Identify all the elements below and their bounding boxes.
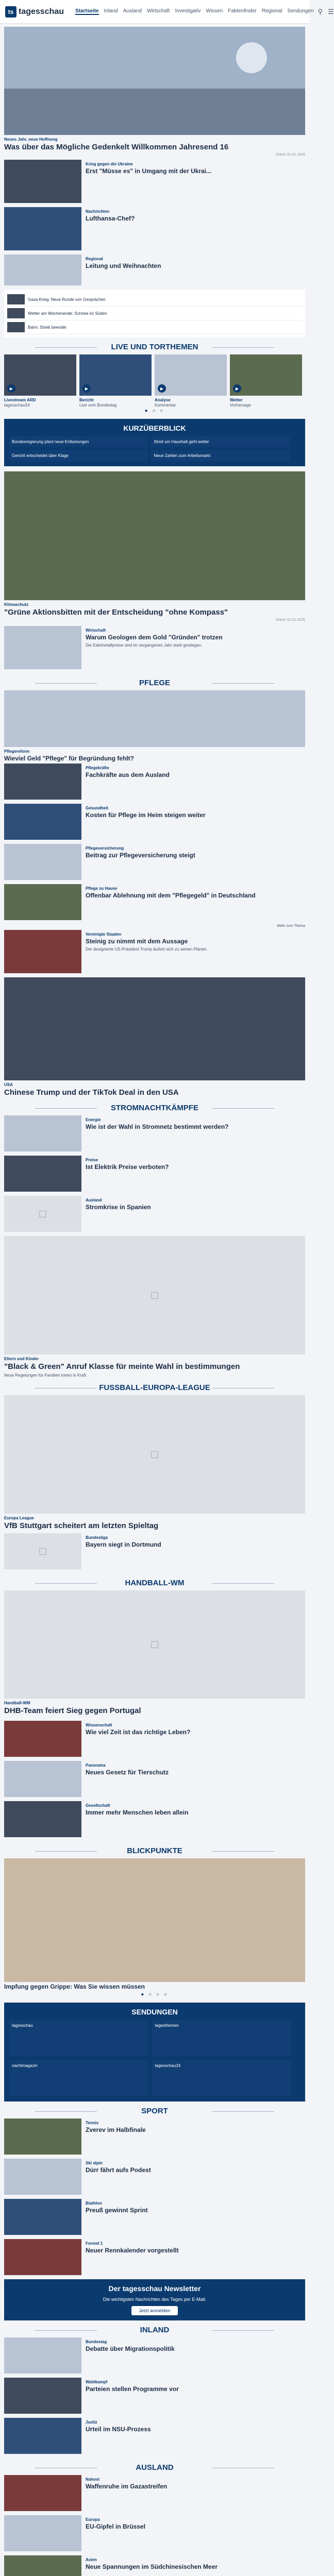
- menu-icon[interactable]: ☰: [328, 7, 334, 15]
- show-tile[interactable]: nachtmagazin: [9, 2060, 148, 2096]
- carousel-dots[interactable]: ● ○ ○ ○: [141, 1992, 169, 1997]
- video-card[interactable]: ▶ Livestream ARD tagesschau24: [4, 354, 76, 408]
- teaser-row[interactable]: Vereinigte Staaten Steinig zu nimmt mit dem Aussage Der designierte US-Präsident Trump äußert sich zu seinen Plänen.: [4, 930, 305, 973]
- search-icon[interactable]: ⚲: [318, 7, 323, 15]
- video-thumb[interactable]: [79, 354, 152, 396]
- nav-item-ausland[interactable]: Ausland: [123, 8, 142, 14]
- feature-image[interactable]: [4, 471, 305, 600]
- sport-section-title: SPORT: [4, 2102, 305, 2119]
- video-card[interactable]: ▶ Bericht Live vom Bundestag: [79, 354, 152, 408]
- hero-illustration: [4, 27, 305, 135]
- hero-kicker: Neues Jahr, neue Hoffnung: [4, 137, 58, 142]
- blickpunkte-image[interactable]: [4, 1858, 305, 1982]
- teaser-row[interactable]: Panorama Neues Gesetz für Tierschutz: [4, 1761, 305, 1797]
- overview-box: [4, 419, 305, 466]
- image-placeholder[interactable]: □: [4, 1236, 305, 1354]
- teaser-row[interactable]: Gesellschaft Immer mehr Menschen leben allein: [4, 1801, 305, 1837]
- usa-image[interactable]: [4, 977, 305, 1080]
- teaser-image[interactable]: [4, 255, 81, 285]
- top-icons: [318, 8, 334, 16]
- show-tile[interactable]: tagesschau24: [152, 2060, 291, 2096]
- nav-item-startseite[interactable]: Startseite: [75, 8, 99, 14]
- logo-badge: ts: [5, 6, 16, 18]
- teaser-image[interactable]: [4, 626, 81, 669]
- overview-item[interactable]: Streit um Haushalt geht weiter: [151, 436, 290, 447]
- inland-section-title: INLAND: [4, 2320, 305, 2337]
- handball-section-title: HANDBALL-WM: [4, 1573, 305, 1590]
- teaser-row[interactable]: Wissenschaft Wie viel Zeit ist das richtige Leben?: [4, 1721, 305, 1757]
- video-thumb[interactable]: [4, 354, 76, 396]
- image-placeholder[interactable]: □: [4, 1590, 305, 1699]
- teaser-row[interactable]: Preise Ist Elektrik Preise verboten?: [4, 1156, 305, 1192]
- teaser-headline[interactable]: Leitung und Weihnachten: [86, 262, 161, 269]
- nav-item-wirtschaft[interactable]: Wirtschaft: [147, 8, 170, 14]
- video-card[interactable]: ▶ Wetter Vorhersage: [230, 354, 302, 408]
- main-nav: [75, 8, 314, 15]
- newsletter-box: Der tagesschau Newsletter Die wichtigsten Nachrichten des Tages per E-Mail. Jetzt anmelden: [4, 2279, 305, 2320]
- live-section-title: LIVE UND TORTHEMEN: [4, 337, 305, 354]
- play-icon[interactable]: ▶: [7, 384, 15, 393]
- teaser-row[interactable]: Nahost Waffenruhe im Gazastreifen: [4, 2475, 305, 2511]
- carousel-dots[interactable]: ● ○ ○: [144, 408, 165, 414]
- show-tile[interactable]: tagesschau: [9, 2020, 148, 2056]
- teaser-row[interactable]: Pflegekräfte Fachkräfte aus dem Ausland: [4, 764, 305, 800]
- image-placeholder[interactable]: □: [4, 1395, 305, 1514]
- strom-section-title: STROMNACHTKÄMPFE: [4, 1098, 305, 1115]
- logo-text: tagesschau: [19, 7, 64, 16]
- teaser-row[interactable]: Europa EU-Gipfel in Brüssel: [4, 2515, 305, 2551]
- teaser-kicker: Krieg gegen die Ukraine: [86, 162, 133, 166]
- teaser-headline[interactable]: Lufthansa-Chef?: [86, 215, 135, 222]
- hero-meta: Stand: 01.01.2025: [275, 153, 305, 157]
- teaser-row[interactable]: Asien Neue Spannungen im Südchinesischen Meer: [4, 2555, 305, 2576]
- nav-item-sendungen[interactable]: Sendungen: [287, 8, 314, 14]
- teaser-row[interactable]: Energie Wie ist der Wahl in Stromnetz bestimmt werden?: [4, 1115, 305, 1151]
- video-card[interactable]: ▶ Analyse Kommentar: [155, 354, 227, 408]
- teaser-row[interactable]: Wahlkampf Parteien stellen Programme vor: [4, 2378, 305, 2414]
- teaser-row[interactable]: Wirtschaft Warum Geologen dem Gold "Gründen" trotzen Die Edelmetallpreise sind im vergangenen Jahr stark gestiegen.: [4, 626, 305, 669]
- logo[interactable]: [5, 6, 64, 18]
- main-content: Neues Jahr, neue Hoffnung Was über das Mögliche Gedenkelt Willkommen Jahresend 16 Stand: 01.01.2025 Krieg gegen die Ukraine Erst "Müsse es" in Umgang mit der Ukrai... Nachrichten Lufthansa-Chef? Regional Leitung und Weihnachten Gaza-Krieg: Neue Runde von Gesprächen Wetter am Wochenende: Schnee im Süden Bahn: Streik beendet LIVE UND TORTHEMEN ▶ Livestream ARD tagesschau24 ▶ Bericht Live vom Bundestag ▶ Analyse Kommentar ▶ Wetter Vorhersage ● ○ ○ KURZÜBERBLICK Bundesregierung plant neue Entlastungen Streit um Haushalt geht weiter Gericht entscheidet über Klage Neue Zahlen zum Arbeitsmarkt Klimaschutz "Grüne Aktionsbitten mit der Entscheidung "ohne Kompass" Stand: 01.01.2025 Wirtschaft Warum Geologen dem Gold "Gründen" trotzen Die Edelmetallpreise sind im vergangenen Jahr stark gestiegen. PFLEGE Pflegereform Wieviel Geld "Pflege" für Begründung fehlt? Pflegekräfte Fachkräfte aus dem Ausland Gesundheit Kosten für Pflege im Heim steigen weiter Pflegeversicherung Beitrag zur Pflegeversicherung steigt Pflege zu Hause Offenbar Ablehnung mit dem "Pflegegeld" in Deutschland Mehr zum Thema Vereinigte Staaten Steinig zu nimmt mit dem Aussage Der designierte US-Präsident Trump äußert sich zu seinen Plänen. USA Chinese Trump und der TikTok Deal in den USA STROMNACHTKÄMPFE Energie Wie ist der Wahl in Stromnetz bestimmt werden? Preise Ist Elektrik Preise verboten? □ Ausland Stromkrise in Spanien □ Eltern und Kinder "Black & Green" Anruf Klasse für meinte Wahl in bestimmungen Neue Regelungen für Familien treten in Kraft. FUSSBALL-EUROPA-LEAGUE □ Europa League VfB Stuttgart scheitert am letzten Spieltag □ Bundesliga Bayern siegt in Dortmund HANDBALL-WM □ Handball-WM DHB-Team feiert Sieg gegen Portugal Wissenschaft Wie viel Zeit ist das richtige Leben? Panorama Neues Gesetz für Tierschutz Gesellschaft Immer mehr Menschen leben allein BLICKPUNKTE Impfung gegen Grippe: Was Sie wissen müssen ● ○ ○ ○ SENDUNGEN tagesschau tagesthemen nachtmagazin tagesschau24 SPORT Tennis Zverev im Halbfinale Ski alpin Dürr fährt aufs Podest Biathlon Preuß gewinnt Sprint Formel 1 Neuer Rennkalender vorgestellt Der tagesschau Newsletter Die wichtigsten Nachrichten des Tages per E-Mail. Jetzt anmelden INLAND Bundestag Debatte über Migrationspolitik Wahlkampf Parteien stellen Programme vor Justiz Urteil im NSU-Prozess AUSLAND Nahost Waffenruhe im Gazastreifen Europa EU-Gipfel in Brüssel Asien Neue Spannungen im Südchinesischen Meer: [0, 24, 309, 2576]
- list-item[interactable]: Gaza-Krieg: Neue Runde von Gesprächen: [7, 293, 302, 307]
- top-bar: [0, 0, 334, 24]
- teaser-row[interactable]: [4, 160, 305, 203]
- teaser-row[interactable]: [4, 207, 305, 250]
- teaser-kicker: Nachrichten: [86, 209, 110, 214]
- pflege-section-title: PFLEGE: [4, 673, 305, 690]
- live-carousel: [4, 354, 305, 408]
- nav-item-faktenfinder[interactable]: Faktenfinder: [228, 8, 257, 14]
- hero-headline[interactable]: Was über das Mögliche Gedenkelt Willkommen Jahresend 16: [4, 143, 229, 151]
- feature-headline[interactable]: "Grüne Aktionsbitten mit der Entscheidung "ohne Kompass": [4, 608, 228, 617]
- teaser-kicker: Regional: [86, 257, 103, 261]
- teaser-row[interactable]: □ Ausland Stromkrise in Spanien: [4, 1196, 305, 1232]
- teaser-row[interactable]: Formel 1 Neuer Rennkalender vorgestellt: [4, 2239, 305, 2275]
- teaser-image[interactable]: [4, 160, 81, 203]
- teaser-row[interactable]: Pflege zu Hause Offenbar Ablehnung mit dem "Pflegegeld" in Deutschland: [4, 884, 305, 920]
- teaser-row[interactable]: Pflegeversicherung Beitrag zur Pflegeversicherung steigt: [4, 844, 305, 880]
- teaser-row[interactable]: Justiz Urteil im NSU-Prozess: [4, 2418, 305, 2454]
- video-thumb[interactable]: [230, 354, 302, 396]
- hero-image[interactable]: [4, 27, 305, 135]
- list-item[interactable]: Wetter am Wochenende: Schnee im Süden: [7, 307, 302, 320]
- play-icon[interactable]: ▶: [158, 384, 166, 393]
- nav-item-investigativ[interactable]: Investigativ: [175, 8, 201, 14]
- overview-item[interactable]: Neue Zahlen zum Arbeitsmarkt: [151, 450, 290, 461]
- list-item[interactable]: Bahn: Streik beendet: [7, 320, 302, 334]
- show-tile[interactable]: tagesthemen: [152, 2020, 291, 2056]
- mini-teaser-list: [4, 290, 305, 337]
- nav-item-regional[interactable]: Regional: [261, 8, 282, 14]
- play-icon[interactable]: ▶: [233, 384, 241, 393]
- teaser-row[interactable]: Bundestag Debatte über Migrationspolitik: [4, 2337, 305, 2374]
- video-thumb[interactable]: [155, 354, 227, 396]
- play-icon[interactable]: ▶: [82, 384, 91, 393]
- teaser-row[interactable]: □ Bundesliga Bayern siegt in Dortmund: [4, 1533, 305, 1569]
- teaser-row[interactable]: Gesundheit Kosten für Pflege im Heim steigen weiter: [4, 804, 305, 840]
- teaser-row[interactable]: Tennis Zverev im Halbfinale: [4, 2119, 305, 2155]
- overview-item[interactable]: Bundesregierung plant neue Entlastungen: [9, 436, 148, 447]
- teaser-headline[interactable]: Erst "Müsse es" in Umgang mit der Ukrai...: [86, 167, 212, 175]
- sendungen-box: SENDUNGEN tagesschau tagesthemen nachtmagazin tagesschau24: [4, 2003, 305, 2102]
- more-link[interactable]: Mehr zum Thema: [277, 924, 305, 928]
- overview-title: KURZÜBERBLICK: [123, 424, 186, 432]
- pflege-image[interactable]: [4, 690, 305, 747]
- nav-item-inland[interactable]: Inland: [104, 8, 118, 14]
- nav-item-wissen[interactable]: Wissen: [206, 8, 223, 14]
- teaser-image[interactable]: [4, 207, 81, 250]
- teaser-row[interactable]: [4, 255, 305, 285]
- blickpunkte-section-title: BLICKPUNKTE: [4, 1841, 305, 1858]
- teaser-row[interactable]: Biathlon Preuß gewinnt Sprint: [4, 2199, 305, 2235]
- newsletter-button[interactable]: Jetzt anmelden: [131, 2306, 177, 2315]
- ausland-section-title: AUSLAND: [4, 2458, 305, 2475]
- teaser-row[interactable]: Ski alpin Dürr fährt aufs Podest: [4, 2159, 305, 2195]
- fussball-section-title: FUSSBALL-EUROPA-LEAGUE: [4, 1378, 305, 1395]
- overview-item[interactable]: Gericht entscheidet über Klage: [9, 450, 148, 461]
